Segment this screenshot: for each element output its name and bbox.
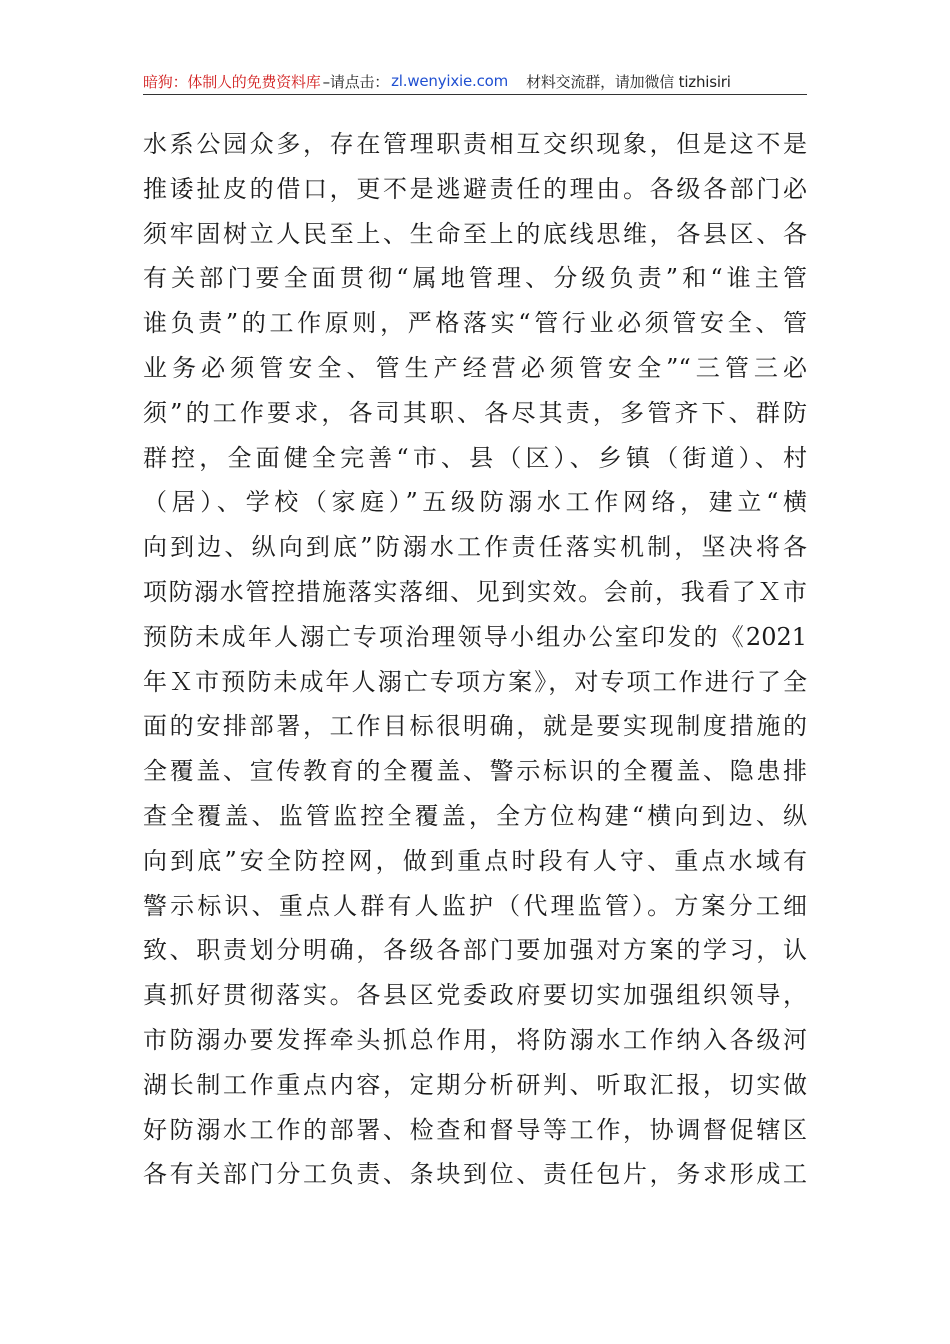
header-divider [143,94,807,95]
text-line: 警示标识、重点人群有人监护（代理监管）。方案分工细 [143,891,807,920]
text-line: 水系公园众多，存在管理职责相互交织现象，但是这不是 [143,130,807,158]
header-wechat-note: 材料交流群，请加微信 tizhisiri [526,72,731,91]
text-line: 推诿扯皮的借口，更不是逃避责任的理由。各级各部门必 [143,174,807,203]
text-line: 群控，全面健全完善“市、县（区）、乡镇（街道）、村 [143,443,807,472]
text-line: （居）、学校（家庭）”五级防溺水工作网络，建立“横 [143,488,807,517]
header-link[interactable]: zl.wenyixie.com [391,72,509,90]
header-prompt: –请点击： [322,72,390,91]
text-line: 查全覆盖、监管监控全覆盖，全方位构建“横向到边、纵 [143,801,807,830]
text-line: 向到边、纵向到底”防溺水工作责任落实机制，坚决将各 [143,533,807,562]
text-line: 须”的工作要求，各司其职、各尽其责，多管齐下、群防 [143,398,807,427]
text-line: 年Ｘ市预防未成年人溺亡专项方案》，对专项工作进行了全 [143,667,807,696]
text-line: 真抓好贯彻落实。各县区党委政府要切实加强组织领导， [143,981,807,1010]
text-line: 项防溺水管控措施落实落细、见到实效。会前，我看了Ｘ市 [143,577,807,606]
text-line: 市防溺办要发挥牵头抓总作用，将防溺水工作纳入各级河 [143,1025,807,1054]
text-line: 业务必须管安全、管生产经营必须管安全”“三管三必 [143,353,807,382]
text-line: 各有关部门分工负责、条块到位、责任包片，务求形成工 [143,1160,807,1189]
text-line: 有关部门要全面贯彻“属地管理、分级负责”和“谁主管 [143,264,807,293]
text-line: 向到底”安全防控网，做到重点时段有人守、重点水域有 [143,846,807,875]
page-header [143,68,807,94]
text-line: 谁负责”的工作原则，严格落实“管行业必须管安全、管 [143,309,807,338]
text-line: 预防未成年人溺亡专项治理领导小组办公室印发的《2021 [143,622,807,651]
text-line: 须牢固树立人民至上、生命至上的底线思维，各县区、各 [143,219,807,248]
text-line: 全覆盖、宣传教育的全覆盖、警示标识的全覆盖、隐患排 [143,757,807,786]
text-line: 好防溺水工作的部署、检查和督导等工作，协调督促辖区 [143,1115,807,1144]
text-line: 致、职责划分明确，各级各部门要加强对方案的学习，认 [143,936,807,965]
text-line: 面的安排部署，工作目标很明确，就是要实现制度措施的 [143,712,807,741]
header-brand[interactable]: 暗狗：体制人的免费资料库 [143,72,321,91]
text-line: 湖长制工作重点内容，定期分析研判、听取汇报，切实做 [143,1070,807,1099]
document-body [143,122,807,1197]
